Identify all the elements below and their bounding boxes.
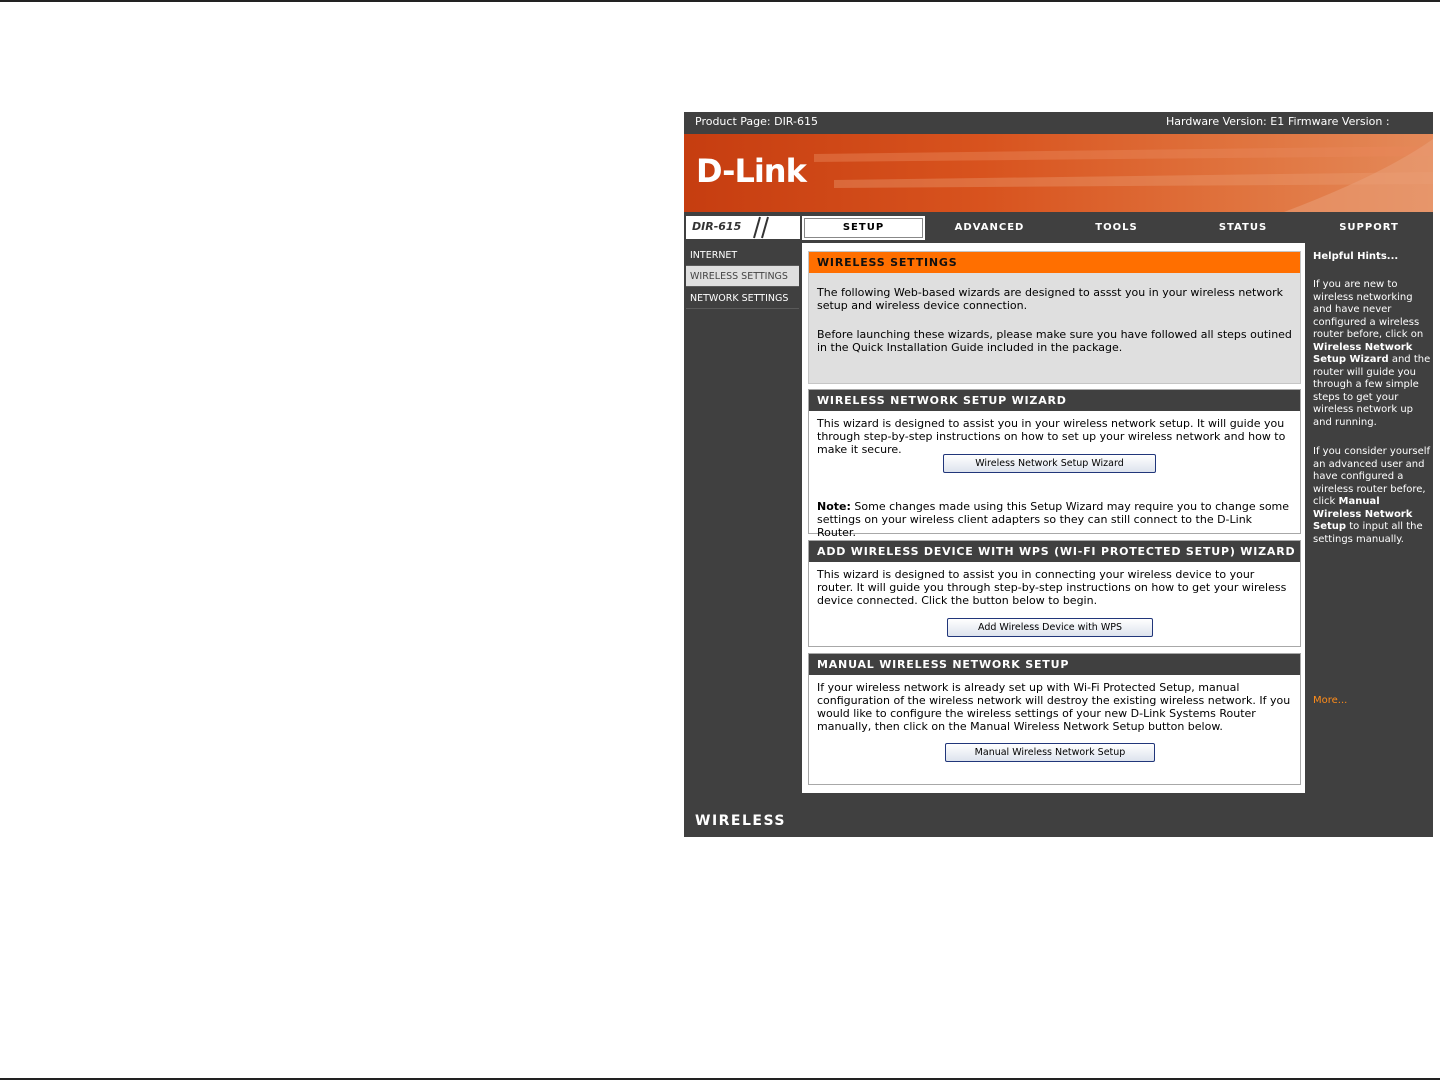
page-bottom-rule — [0, 1078, 1440, 1080]
wireless-settings-intro: The following Web-based wizards are designed to assst you in your wireless network setup and wireless device connection. — [817, 286, 1283, 312]
router-admin-window — [684, 112, 1433, 837]
hint-advanced-user-text: If you consider yourself an advanced user and have configured a wireless router before, click — [1313, 446, 1431, 507]
wireless-settings-panel — [808, 251, 1301, 384]
wireless-settings-prereq: Before launching these wizards, please make sure you have followed all steps outined in the Quick Installation Guide included in the package. — [817, 328, 1292, 354]
hardware-version: Hardware Version: E1 — [1166, 115, 1285, 128]
wps-wizard-panel — [808, 540, 1301, 647]
footer-bar — [684, 794, 1433, 837]
manual-setup-panel — [808, 653, 1301, 785]
hint-new-user-text: If you are new to wireless networking and have never configured a wireless router before, click on — [1313, 279, 1424, 340]
manual-setup-description: If your wireless network is already set up with Wi-Fi Protected Setup, manual configuration of the wireless network will destroy the existing wireless network. If you would like to configure the wireless settings of your new D-Link Systems Router manually, then click on the Manual Wireless Network Setup button below. — [817, 681, 1291, 733]
add-wireless-device-wps-button[interactable]: Add Wireless Device with WPS — [947, 618, 1153, 637]
tab-advanced[interactable]: ADVANCED — [927, 216, 1052, 240]
wireless-network-setup-wizard-button[interactable]: Wireless Network Setup Wizard — [943, 454, 1156, 473]
hints-title: Helpful Hints... — [1313, 251, 1399, 262]
sidebar-item-network-settings[interactable]: NETWORK SETTINGS — [686, 288, 799, 309]
main-content — [802, 243, 1305, 793]
header-banner — [684, 134, 1433, 212]
hint-manual-setup-name: Manual Wireless Network Setup — [1313, 496, 1413, 532]
model-name: DIR-615 — [692, 220, 742, 233]
helpful-hints-panel — [1307, 243, 1431, 791]
wireless-settings-title: WIRELESS SETTINGS — [809, 252, 1300, 273]
setup-wizard-description: This wizard is designed to assist you in your wireless network setup. It will guide you through step-by-step instructions on how to set up your wireless network and how to make it secure. — [817, 417, 1286, 456]
hint-new-user — [1313, 279, 1431, 429]
main-nav — [684, 214, 1433, 241]
model-badge — [686, 216, 800, 239]
setup-wizard-panel — [808, 389, 1301, 539]
setup-wizard-note — [809, 500, 1302, 539]
wps-wizard-title: ADD WIRELESS DEVICE WITH WPS (WI-FI PROTECTED SETUP) WIZARD — [809, 541, 1300, 562]
tab-support[interactable]: SUPPORT — [1307, 216, 1431, 240]
tab-tools[interactable]: TOOLS — [1054, 216, 1179, 240]
slash-divider-icon — [746, 216, 776, 239]
note-text: Some changes made using this Setup Wizard may require you to change some settings on your wireless client adapters so they can still connect to the D-Link Router. — [817, 500, 1290, 539]
footer-wireless-label: WIRELESS — [695, 813, 787, 829]
firmware-version: Firmware Version : — [1288, 115, 1390, 128]
hint-advanced-user-text-end: to input all the settings manually. — [1313, 521, 1423, 545]
hint-setup-wizard-name: Wireless Network Setup Wizard — [1313, 341, 1413, 365]
wps-wizard-description: This wizard is designed to assist you in connecting your wireless device to your router. It will guide you through step-by-step instructions on how to get your wireless device connected. Click the button below to begin. — [817, 568, 1287, 607]
sidebar-item-internet[interactable]: INTERNET — [686, 245, 799, 266]
hint-new-user-text-end: and the router will guide you through a few simple steps to get your wireless network up and running. — [1313, 354, 1431, 428]
manual-wireless-network-setup-button[interactable]: Manual Wireless Network Setup — [945, 743, 1155, 762]
note-label: Note: — [817, 500, 851, 513]
sidebar-item-wireless-settings[interactable]: WIRELESS SETTINGS — [686, 266, 799, 287]
setup-wizard-title: WIRELESS NETWORK SETUP WIZARD — [809, 390, 1300, 411]
dlink-logo: D-Link — [696, 152, 806, 190]
tab-status[interactable]: STATUS — [1181, 216, 1305, 240]
hint-advanced-user — [1313, 446, 1431, 546]
tab-setup[interactable]: SETUP — [802, 216, 925, 240]
manual-setup-title: MANUAL WIRELESS NETWORK SETUP — [809, 654, 1300, 675]
top-info-bar — [684, 112, 1433, 132]
product-page-label[interactable]: Product Page: DIR-615 — [695, 115, 818, 128]
more-hints-link[interactable]: More... — [1313, 695, 1348, 706]
sidebar — [686, 243, 799, 791]
page-top-rule — [0, 0, 1440, 2]
